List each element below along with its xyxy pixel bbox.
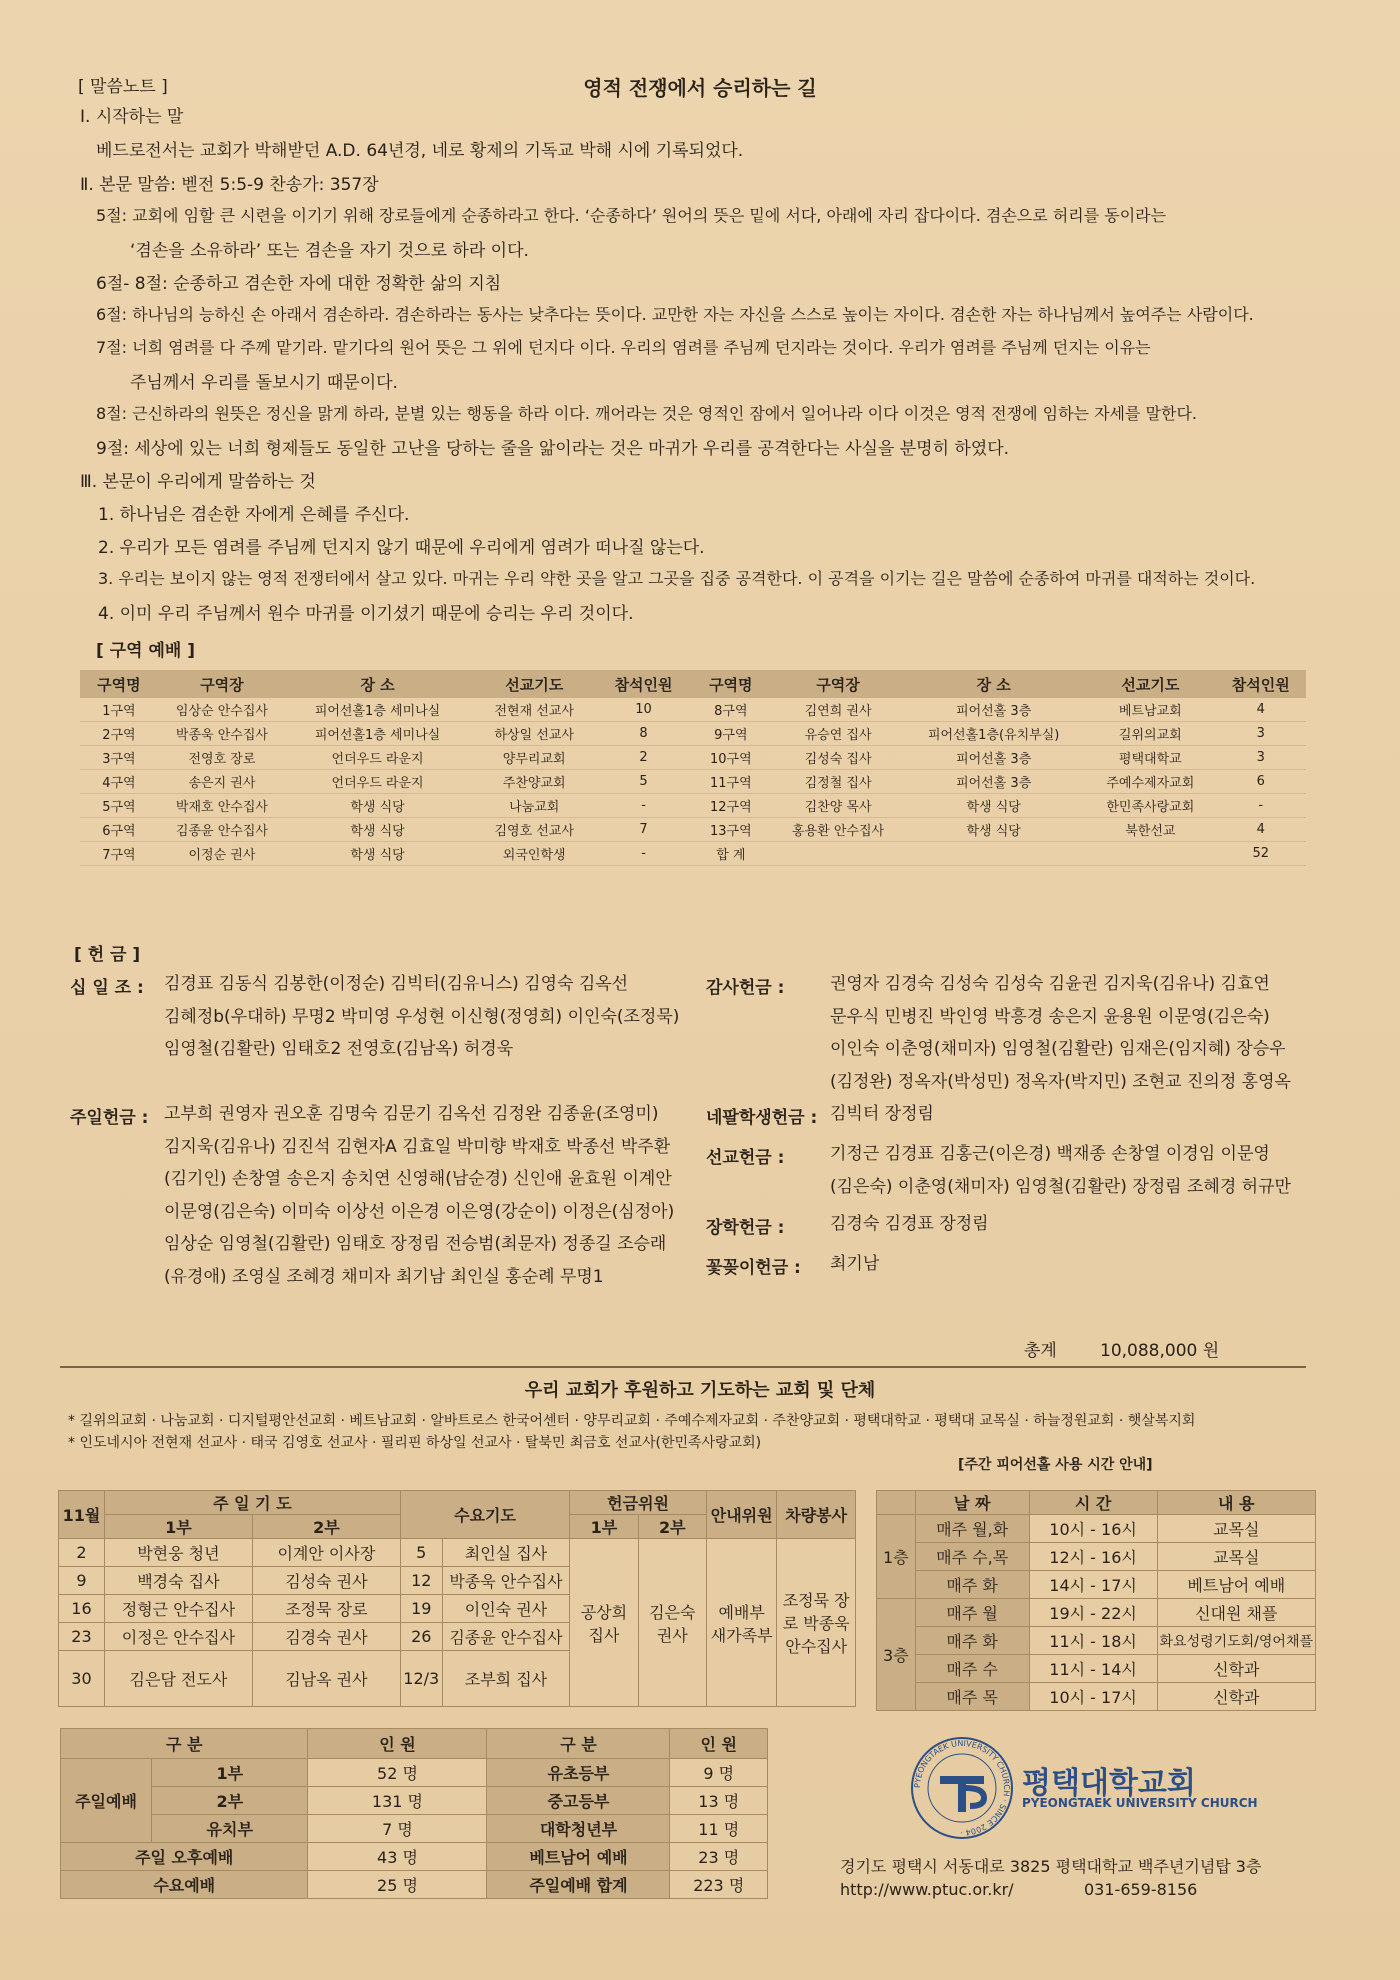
attendance-table xyxy=(60,1728,768,1899)
zone-header: 구역명 xyxy=(80,670,158,698)
sermon-line: 9절: 세상에 있는 너희 형제들도 동일한 고난을 당하는 줄을 앎이라는 것은 마귀가 우리를 공격한다는 사실을 분명히 하였다. xyxy=(96,439,1010,459)
church-url[interactable]: http://www.ptuc.or.kr/ xyxy=(840,1880,1014,1899)
zone-cell: 2 xyxy=(599,746,687,770)
att-cell: 중고등부 xyxy=(487,1787,670,1815)
name-line: 임영철(김활란) 임태호2 전영호(김남옥) 허경욱 xyxy=(164,1039,514,1059)
duty-header-p1: 1부 xyxy=(104,1515,252,1539)
zone-cell: 박종욱 안수집사 xyxy=(158,722,286,746)
zone-cell: 1구역 xyxy=(80,698,158,722)
att-cell: 23 명 xyxy=(670,1843,768,1871)
duty-cell: 김은담 전도사 xyxy=(104,1651,252,1707)
zone-cell: 학생 식당 xyxy=(286,794,469,818)
zone-cell: 길위의교회 xyxy=(1085,722,1215,746)
duty-header-sunday: 주 일 기 도 xyxy=(104,1491,400,1515)
zone-cell: 홍용환 안수집사 xyxy=(774,818,902,842)
zone-cell: 평택대학교 xyxy=(1085,746,1215,770)
zone-row xyxy=(80,698,1306,722)
duty-cell: 김경숙 권사 xyxy=(252,1623,400,1651)
duty-cell: 9 xyxy=(59,1567,105,1595)
zone-cell: 10구역 xyxy=(688,746,774,770)
scholar-offering-label: 장학헌금 : xyxy=(706,1218,785,1238)
duty-header-o1: 1부 xyxy=(570,1515,638,1539)
zone-cell: 합 계 xyxy=(688,842,774,866)
duty-cell: 최인실 집사 xyxy=(442,1539,570,1567)
zone-cell: 8구역 xyxy=(688,698,774,722)
support-title: 우리 교회가 후원하고 기도하는 교회 및 단체 xyxy=(524,1380,876,1401)
zone-cell xyxy=(1085,842,1215,866)
duty-cell: 5 xyxy=(400,1539,442,1567)
zone-header: 장 소 xyxy=(286,670,469,698)
hall-cell: 교목실 xyxy=(1157,1543,1315,1571)
hall-floor: 3층 xyxy=(877,1599,916,1711)
zone-cell: 6 xyxy=(1216,770,1306,794)
hall-cell: 신학과 xyxy=(1157,1683,1315,1711)
zone-cell: 피어선홀1층 세미나실 xyxy=(286,698,469,722)
zone-row xyxy=(80,842,1306,866)
church-name-en: PYEONGTAEK UNIVERSITY CHURCH xyxy=(1022,1796,1258,1810)
hall-cell: 12시 - 16시 xyxy=(1029,1543,1157,1571)
zone-cell: 10 xyxy=(599,698,687,722)
sermon-line: Ⅰ. 시작하는 말 xyxy=(80,107,184,127)
logo-ring-text: PYEONGTAEK UNIVERSITY CHURCH · SINCE 2004 · xyxy=(912,1738,1012,1838)
zone-cell: 4구역 xyxy=(80,770,158,794)
zone-cell: 13구역 xyxy=(688,818,774,842)
duty-cell: 김성숙 권사 xyxy=(252,1567,400,1595)
zone-cell: - xyxy=(599,794,687,818)
name-line: (김정완) 정옥자(박성민) 정옥자(박지민) 조현교 진의정 홍영옥 xyxy=(830,1071,1291,1092)
zone-cell: 피어선홀 3층 xyxy=(902,698,1085,722)
section-divider xyxy=(60,1366,1306,1368)
zone-cell: 11구역 xyxy=(688,770,774,794)
zone-cell: 2구역 xyxy=(80,722,158,746)
sermon-line: 6절: 하나님의 능하신 손 아래서 겸손하라. 겸손하라는 동사는 낮추다는 뜻이다. 교만한 자는 자신을 스스로 높이는 자이다. 겸손한 자는 하나님께서 높여주는 사람이다. xyxy=(96,305,1254,324)
zone-cell: 주찬양교회 xyxy=(469,770,599,794)
duty-header-wed: 수요기도 xyxy=(400,1491,569,1539)
zone-cell: 피어선홀1층 세미나실 xyxy=(286,722,469,746)
zone-cell: 6구역 xyxy=(80,818,158,842)
zone-cell: 양무리교회 xyxy=(469,746,599,770)
name-line: 이인숙 이춘영(채미자) 임영철(김활란) 임재은(임지혜) 장승우 xyxy=(830,1039,1286,1059)
att-cell: 52 명 xyxy=(308,1759,487,1787)
zone-row xyxy=(80,818,1306,842)
zone-cell: 김성숙 집사 xyxy=(774,746,902,770)
mission-offering-names xyxy=(830,1138,1291,1203)
att-header: 구 분 xyxy=(487,1729,670,1759)
zone-header: 참석인원 xyxy=(1216,670,1306,698)
duty-cell: 김종윤 안수집사 xyxy=(442,1623,570,1651)
att-cell: 25 명 xyxy=(308,1871,487,1899)
zone-cell: 김종윤 안수집사 xyxy=(158,818,286,842)
sermon-title: 영적 전쟁에서 승리하는 길 xyxy=(583,76,817,100)
zone-row xyxy=(80,746,1306,770)
att-cell: 131 명 xyxy=(308,1787,487,1815)
tithe-names xyxy=(164,968,679,1066)
duty-cell: 정형근 안수집사 xyxy=(104,1595,252,1623)
sermon-line: Ⅲ. 본문이 우리에게 말씀하는 것 xyxy=(80,472,316,492)
duty-cell: 조정묵 장로 xyxy=(252,1595,400,1623)
hall-cell: 매주 목 xyxy=(915,1683,1029,1711)
zone-header: 구역장 xyxy=(158,670,286,698)
zone-cell: 박재호 안수집사 xyxy=(158,794,286,818)
duty-cell: 이계안 이사장 xyxy=(252,1539,400,1567)
duty-cell: 12/3 xyxy=(400,1651,442,1707)
zone-cell: 7구역 xyxy=(80,842,158,866)
zone-cell: 언더우드 라운지 xyxy=(286,746,469,770)
tithe-label: 십 일 조 : xyxy=(70,978,144,998)
hall-cell: 19시 - 22시 xyxy=(1029,1599,1157,1627)
zone-table xyxy=(80,670,1306,866)
zone-cell: 유승연 집사 xyxy=(774,722,902,746)
zone-header: 구역장 xyxy=(774,670,902,698)
sermon-line: 8절: 근신하라의 원뜻은 정신을 맑게 하라, 분별 있는 행동을 하라 이다. 깨어라는 것은 영적인 잠에서 일어나라 이다 이것은 영적 전쟁에 임하는 자세를 말한다. xyxy=(96,404,1197,423)
name-line: 기정근 김경표 김홍근(이은경) 백재종 손창열 이경임 이문영 xyxy=(830,1144,1270,1164)
name-line: 문우식 민병진 박인영 박흥경 송은지 윤용원 이문영(김은숙) xyxy=(830,1006,1270,1027)
zone-cell: 9구역 xyxy=(688,722,774,746)
sermon-line: 주님께서 우리를 돌보시기 때문이다. xyxy=(130,373,398,393)
zone-cell: 3구역 xyxy=(80,746,158,770)
thanks-offering-label: 감사헌금 : xyxy=(706,978,785,998)
hall-cell: 베트남어 예배 xyxy=(1157,1571,1315,1599)
duty-month: 11월 xyxy=(59,1491,105,1539)
hall-cell: 매주 화 xyxy=(915,1627,1029,1655)
hall-cell: 매주 월,화 xyxy=(915,1515,1029,1543)
hall-cell: 매주 수,목 xyxy=(915,1543,1029,1571)
att-cell: 수요예배 xyxy=(61,1871,308,1899)
sermon-line: 4. 이미 우리 주님께서 원수 마귀를 이기셨기 때문에 승리는 우리 것이다. xyxy=(98,604,634,624)
zone-cell: 나눔교회 xyxy=(469,794,599,818)
duty-header-offer: 헌금위원 xyxy=(570,1491,707,1515)
att-cell: 주일 오후예배 xyxy=(61,1843,308,1871)
name-line: 임상순 임영철(김활란) 임태호 장정림 전승범(최문자) 정종길 조승래 xyxy=(164,1234,667,1254)
church-logo-icon xyxy=(910,1736,1014,1840)
total-label: 총계 xyxy=(1024,1341,1057,1361)
zone-cell: 학생 식당 xyxy=(286,818,469,842)
offering-label: [ 헌 금 ] xyxy=(74,945,141,965)
hall-cell: 화요성령기도회/영어채플 xyxy=(1157,1627,1315,1655)
sunday-offering-label: 주일헌금 : xyxy=(70,1108,149,1128)
hall-cell: 신대원 채플 xyxy=(1157,1599,1315,1627)
att-cell: 베트남어 예배 xyxy=(487,1843,670,1871)
name-line: 김지욱(김유나) 김진석 김현자A 김효일 박미향 박재호 박종선 박주환 xyxy=(164,1136,671,1157)
church-phone: 031-659-8156 xyxy=(1084,1880,1198,1899)
att-cell: 11 명 xyxy=(670,1815,768,1843)
name-line: (김기인) 손창열 송은지 송치연 신영해(남순경) 신인애 윤효원 이계안 xyxy=(164,1169,672,1189)
zone-cell: 김연희 권사 xyxy=(774,698,902,722)
duty-usher: 예배부 새가족부 xyxy=(706,1539,776,1707)
zone-cell xyxy=(774,842,902,866)
zone-cell: 3 xyxy=(1216,746,1306,770)
att-cell: 7 명 xyxy=(308,1815,487,1843)
duty-cell: 19 xyxy=(400,1595,442,1623)
zone-header: 장 소 xyxy=(902,670,1085,698)
notes-label: [ 말씀노트 ] xyxy=(78,77,168,97)
duty-header-o2: 2부 xyxy=(638,1515,706,1539)
hall-cell: 11시 - 14시 xyxy=(1029,1655,1157,1683)
zone-cell: 7 xyxy=(599,818,687,842)
zone-cell: 김찬양 목사 xyxy=(774,794,902,818)
name-line: 김경표 김동식 김봉한(이정순) 김빅터(김유니스) 김영숙 김옥선 xyxy=(164,974,629,994)
zone-cell: 52 xyxy=(1216,842,1306,866)
nepal-offering-names: 김빅터 장정림 xyxy=(830,1104,934,1124)
duty-cell: 30 xyxy=(59,1651,105,1707)
zone-header: 선교기도 xyxy=(469,670,599,698)
att-cell: 2부 xyxy=(152,1787,308,1815)
att-header: 인 원 xyxy=(308,1729,487,1759)
duty-car: 조정묵 장로 박종욱 안수집사 xyxy=(777,1539,856,1707)
name-line: 권영자 김경숙 김성숙 김성숙 김윤권 김지욱(김유나) 김효연 xyxy=(830,974,1270,994)
zone-cell xyxy=(902,842,1085,866)
zone-cell: 주예수제자교회 xyxy=(1085,770,1215,794)
zone-cell: 언더우드 라운지 xyxy=(286,770,469,794)
zone-cell: 3 xyxy=(1216,722,1306,746)
att-cell: 223 명 xyxy=(670,1871,768,1899)
hall-title: [주간 피어선홀 사용 시간 안내] xyxy=(958,1457,1153,1473)
duty-header-usher: 안내위원 xyxy=(706,1491,776,1539)
att-header: 구 분 xyxy=(61,1729,308,1759)
zone-cell: 8 xyxy=(599,722,687,746)
zone-row xyxy=(80,794,1306,818)
sermon-line: 3. 우리는 보이지 않는 영적 전쟁터에서 살고 있다. 마귀는 우리 약한 곳을 알고 그곳을 집중 공격한다. 이 공격을 이기는 길은 말씀에 순종하여 마귀를 대적하는 것이다. xyxy=(98,569,1256,588)
zone-label: [ 구역 예배 ] xyxy=(96,641,195,661)
hall-cell: 신학과 xyxy=(1157,1655,1315,1683)
hall-floor: 1층 xyxy=(877,1515,916,1599)
hall-cell: 교목실 xyxy=(1157,1515,1315,1543)
zone-cell: 북한선교 xyxy=(1085,818,1215,842)
zone-cell: 김정철 집사 xyxy=(774,770,902,794)
total-amount: 10,088,000 원 xyxy=(1100,1341,1220,1361)
zone-cell: 4 xyxy=(1216,698,1306,722)
church-name: 평택대학교회 xyxy=(1022,1766,1196,1801)
hall-header: 시 간 xyxy=(1029,1491,1157,1515)
sermon-line: ‘겸손을 소유하라’ 또는 겸손을 자기 것으로 하라 이다. xyxy=(130,241,529,261)
sermon-line: 베드로전서는 교회가 박해받던 A.D. 64년경, 네로 황제의 기독교 박해 시에 기록되었다. xyxy=(96,141,744,161)
duty-cell: 김남옥 권사 xyxy=(252,1651,400,1707)
zone-cell: 학생 식당 xyxy=(902,818,1085,842)
att-cell: 유치부 xyxy=(152,1815,308,1843)
name-line: 이문영(김은숙) 이미숙 이상선 이은경 이은영(강순이) 이정은(심정아) xyxy=(164,1201,675,1222)
zone-cell: 피어선홀 3층 xyxy=(902,746,1085,770)
zone-header: 선교기도 xyxy=(1085,670,1215,698)
duty-cell: 백경숙 집사 xyxy=(104,1567,252,1595)
name-line: (유경애) 조영실 조혜경 채미자 최기남 최인실 홍순례 무명1 xyxy=(164,1266,604,1287)
att-cell: 대학청년부 xyxy=(487,1815,670,1843)
zone-cell: 5구역 xyxy=(80,794,158,818)
zone-cell: 김영호 선교사 xyxy=(469,818,599,842)
sermon-line: 5절: 교회에 임할 큰 시련을 이기기 위해 장로들에게 순종하라고 한다. ‘순종하다’ 원어의 뜻은 밑에 서다, 아래에 자리 잡다이다. 겸손으로 허리를 동이라는 xyxy=(96,206,1167,225)
hall-cell: 매주 수 xyxy=(915,1655,1029,1683)
support-line: * 길위의교회 · 나눔교회 · 디지털평안선교회 · 베트남교회 · 알바트로스 한국어센터 · 양무리교회 · 주예수제자교회 · 주찬양교회 · 평택대학교 · 평택대 교목실 · 하늘정원교회 · 햇살복지회 xyxy=(68,1413,1196,1429)
mission-offering-label: 선교헌금 : xyxy=(706,1148,785,1168)
zone-header: 참석인원 xyxy=(599,670,687,698)
att-cell: 1부 xyxy=(152,1759,308,1787)
att-cell: 43 명 xyxy=(308,1843,487,1871)
zone-cell: 하상일 선교사 xyxy=(469,722,599,746)
name-line: 고부희 권영자 권오훈 김명숙 김문기 김옥선 김정완 김종윤(조영미) xyxy=(164,1104,659,1124)
support-line: * 인도네시아 전현재 선교사 · 태국 김영호 선교사 · 필리핀 하상일 선교사 · 탈북민 최금호 선교사(한민족사랑교회) xyxy=(68,1435,762,1451)
flower-offering-names: 최기남 xyxy=(830,1254,880,1274)
zone-cell: 학생 식당 xyxy=(902,794,1085,818)
hall-header: 날 짜 xyxy=(915,1491,1029,1515)
zone-cell: 피어선홀1층(유치부실) xyxy=(902,722,1085,746)
hall-cell: 11시 - 18시 xyxy=(1029,1627,1157,1655)
att-cell: 주일예배 합계 xyxy=(487,1871,670,1899)
zone-row xyxy=(80,722,1306,746)
duty-cell: 26 xyxy=(400,1623,442,1651)
zone-cell: 5 xyxy=(599,770,687,794)
flower-offering-label: 꽃꽂이헌금 : xyxy=(706,1258,801,1278)
zone-cell: 학생 식당 xyxy=(286,842,469,866)
zone-cell: 4 xyxy=(1216,818,1306,842)
hall-cell: 10시 - 16시 xyxy=(1029,1515,1157,1543)
hall-table xyxy=(876,1490,1316,1711)
church-address: 경기도 평택시 서동대로 3825 평택대학교 백주년기념탑 3층 xyxy=(840,1857,1262,1876)
zone-cell: 이정순 권사 xyxy=(158,842,286,866)
zone-cell: 송은지 권사 xyxy=(158,770,286,794)
duty-offer1: 공상희 집사 xyxy=(570,1539,638,1707)
sermon-line: 2. 우리가 모든 염려를 주님께 던지지 않기 때문에 우리에게 염려가 떠나질 않는다. xyxy=(98,538,705,558)
zone-cell: - xyxy=(599,842,687,866)
zone-cell: 12구역 xyxy=(688,794,774,818)
zone-cell: 피어선홀 3층 xyxy=(902,770,1085,794)
hall-cell: 매주 월 xyxy=(915,1599,1029,1627)
zone-cell: 베트남교회 xyxy=(1085,698,1215,722)
sermon-line: 7절: 너희 염려를 다 주께 맡기라. 맡기다의 원어 뜻은 그 위에 던지다 이다. 우리의 염려를 주님께 던지라는 것이다. 우리가 염려를 주님께 던지는 이유는 xyxy=(96,338,1151,357)
hall-cell: 10시 - 17시 xyxy=(1029,1683,1157,1711)
att-cell: 9 명 xyxy=(670,1759,768,1787)
duty-cell: 박현웅 청년 xyxy=(104,1539,252,1567)
duty-header-p2: 2부 xyxy=(252,1515,400,1539)
sermon-line: 6절- 8절: 순종하고 겸손한 자에 대한 정확한 삶의 지침 xyxy=(96,274,502,294)
hall-header: 내 용 xyxy=(1157,1491,1315,1515)
att-cell: 유초등부 xyxy=(487,1759,670,1787)
att-header: 인 원 xyxy=(670,1729,768,1759)
att-cell: 13 명 xyxy=(670,1787,768,1815)
name-line: 김혜정b(우대하) 무명2 박미영 우성현 이신형(정영희) 이인숙(조정묵) xyxy=(164,1006,680,1027)
sermon-line: 1. 하나님은 겸손한 자에게 은혜를 주신다. xyxy=(98,505,410,525)
zone-cell: 전현재 선교사 xyxy=(469,698,599,722)
name-line: (김은숙) 이춘영(채미자) 임영철(김활란) 장정림 조혜경 허규만 xyxy=(830,1176,1291,1197)
zone-cell: 한민족사랑교회 xyxy=(1085,794,1215,818)
zone-cell: 전영호 장로 xyxy=(158,746,286,770)
duty-offer2: 김은숙 권사 xyxy=(638,1539,706,1707)
duty-cell: 23 xyxy=(59,1623,105,1651)
nepal-offering-label: 네팔학생헌금 : xyxy=(706,1108,818,1128)
duty-table xyxy=(58,1490,856,1707)
duty-cell: 이인숙 권사 xyxy=(442,1595,570,1623)
thanks-offering-names xyxy=(830,968,1291,1098)
duty-cell: 2 xyxy=(59,1539,105,1567)
zone-cell: 임상순 안수집사 xyxy=(158,698,286,722)
duty-cell: 조부희 집사 xyxy=(442,1651,570,1707)
duty-header-car: 차량봉사 xyxy=(777,1491,856,1539)
zone-header: 구역명 xyxy=(688,670,774,698)
zone-cell: 외국인학생 xyxy=(469,842,599,866)
hall-cell: 매주 화 xyxy=(915,1571,1029,1599)
att-sunday-label: 주일예배 xyxy=(61,1759,152,1843)
duty-cell: 12 xyxy=(400,1567,442,1595)
hall-cell: 14시 - 17시 xyxy=(1029,1571,1157,1599)
zone-cell: - xyxy=(1216,794,1306,818)
sunday-offering-names xyxy=(164,1098,674,1293)
duty-cell: 박종욱 안수집사 xyxy=(442,1567,570,1595)
sermon-line: Ⅱ. 본문 말씀: 벧전 5:5-9 찬송가: 357장 xyxy=(80,175,379,195)
scholar-offering-names: 김경숙 김경표 장정림 xyxy=(830,1214,989,1234)
duty-cell: 16 xyxy=(59,1595,105,1623)
zone-row xyxy=(80,770,1306,794)
duty-cell: 이정은 안수집사 xyxy=(104,1623,252,1651)
